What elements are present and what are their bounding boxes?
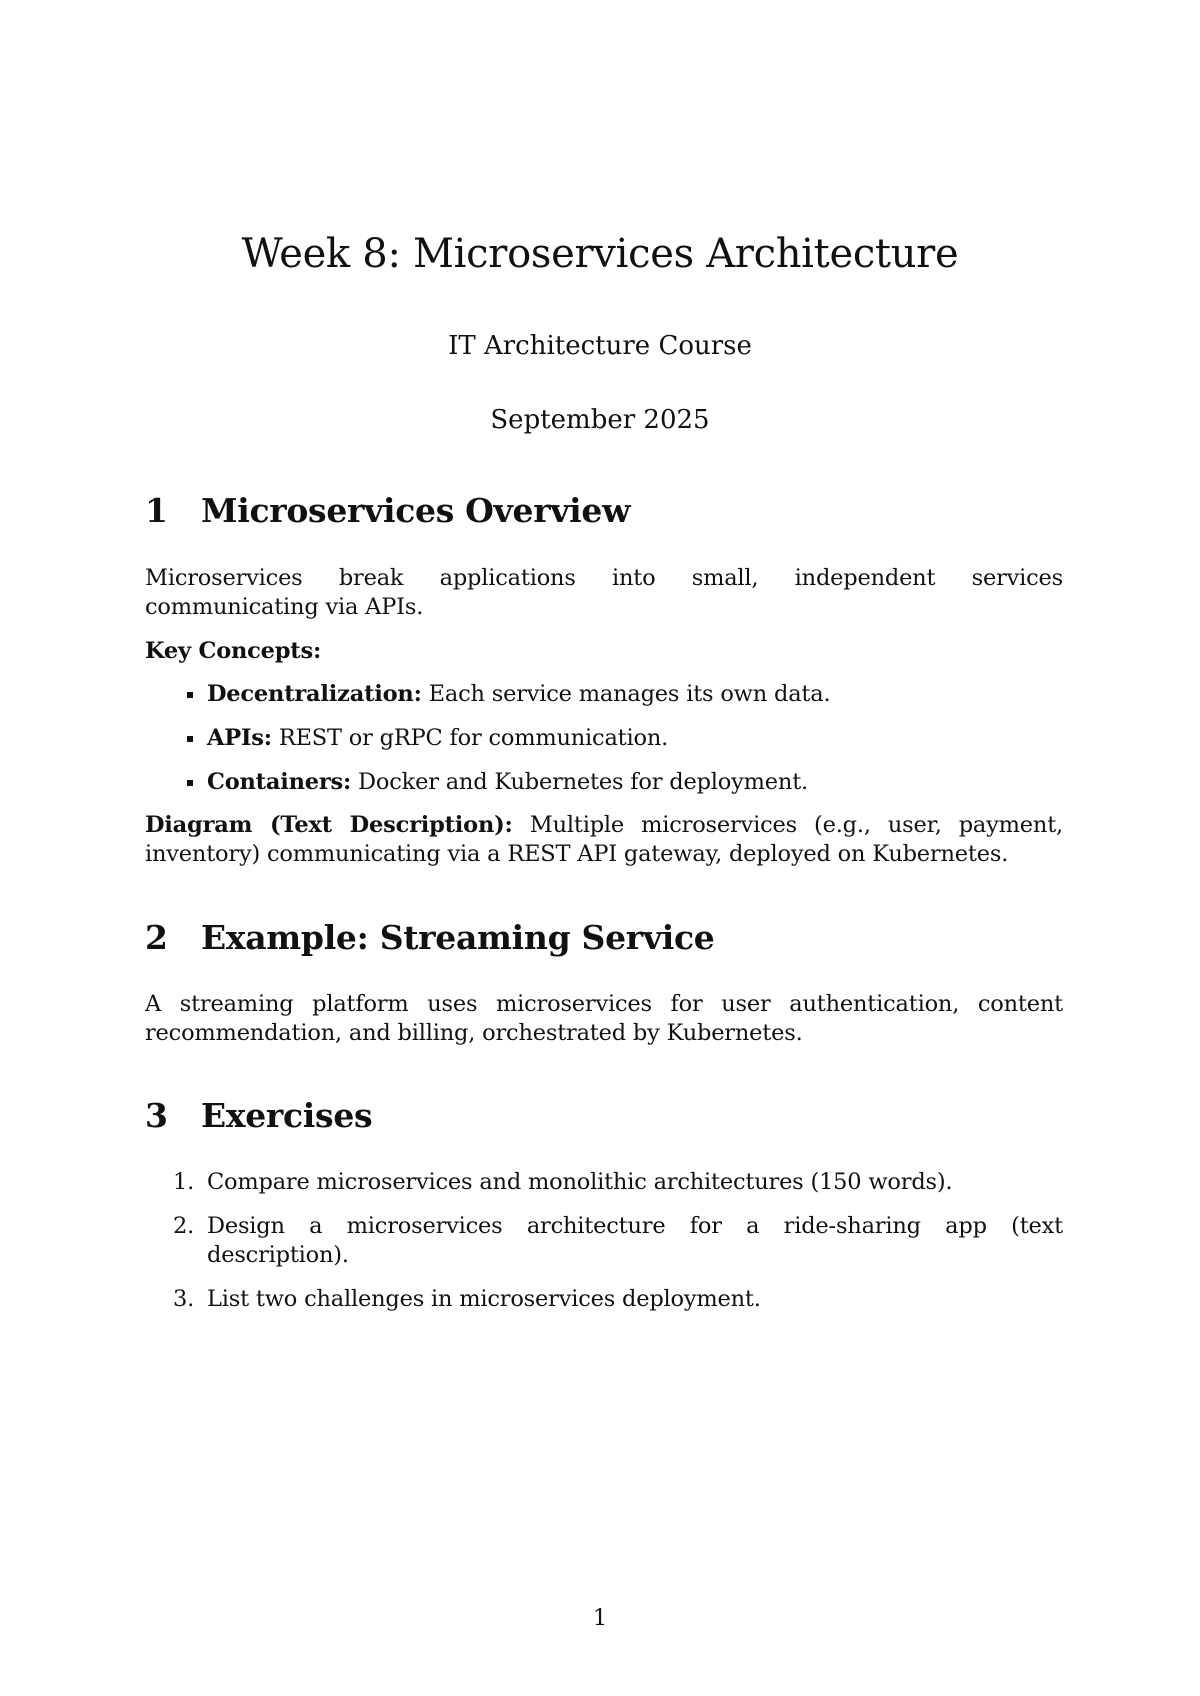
item-number: 1. <box>173 1169 195 1195</box>
document-date: September 2025 <box>490 405 710 435</box>
section-heading <box>145 490 1063 532</box>
diagram-label: Diagram (Text Description): <box>145 812 513 838</box>
concept-text: Each service manages its own data. <box>421 681 831 707</box>
section-number: 1 <box>145 491 168 530</box>
bullet-icon <box>187 780 193 786</box>
page-number: 1 <box>592 1605 608 1631</box>
section-2-body <box>145 990 1063 1048</box>
bullet-icon <box>187 692 193 698</box>
exercises-list-block <box>145 1168 1063 1329</box>
section-heading <box>145 917 1063 959</box>
section-title: Microservices Overview <box>201 491 631 530</box>
concept-term: Decentralization: <box>207 681 422 707</box>
section-2-paragraph: A streaming platform uses microservices for user authentication, content recommendation, and billing, orchestrated by Kubernetes. <box>145 991 1063 1046</box>
diagram-description-block <box>145 811 1063 869</box>
bullet-icon <box>187 736 193 742</box>
list-item <box>145 1212 1063 1270</box>
section-1 <box>145 490 1063 532</box>
section-number: 2 <box>145 918 168 957</box>
key-concepts-list <box>145 680 1063 797</box>
key-concepts-list-block <box>145 680 1063 812</box>
exercise-text: List two challenges in microservices deployment. <box>207 1286 761 1312</box>
concept-text: Docker and Kubernetes for deployment. <box>351 769 809 795</box>
diagram-paragraph <box>145 811 1063 869</box>
exercises-list <box>145 1168 1063 1314</box>
list-item <box>145 1168 1063 1197</box>
diagram-text: Multiple microservices (e.g., user, payment, inventory) communicating via a REST API gateway, deployed on Kubernetes. <box>145 812 1063 867</box>
exercise-text: Design a microservices architecture for a ride-sharing app (text description). <box>207 1213 1063 1268</box>
section-title: Exercises <box>201 1096 373 1135</box>
concept-term: APIs: <box>207 725 272 751</box>
document-title: Week 8: Microservices Architecture <box>241 231 959 277</box>
section-number: 3 <box>145 1096 168 1135</box>
document-author: IT Architecture Course <box>448 331 752 361</box>
concept-text: REST or gRPC for communication. <box>271 725 669 751</box>
list-item <box>145 680 1063 709</box>
item-number: 2. <box>173 1213 195 1239</box>
exercise-text: Compare microservices and monolithic architectures (150 words). <box>207 1169 953 1195</box>
section-2 <box>145 917 1063 959</box>
section-1-intro <box>145 564 1063 622</box>
list-item <box>145 1285 1063 1314</box>
title-block <box>0 228 1200 280</box>
list-item <box>145 724 1063 753</box>
list-item <box>145 768 1063 797</box>
key-concepts-label-block <box>145 637 1063 666</box>
section-1-paragraph: Microservices break applications into small, independent services communicating via APIs. <box>145 565 1063 620</box>
item-number: 3. <box>173 1286 195 1312</box>
key-concepts-label: Key Concepts: <box>145 638 322 664</box>
section-heading <box>145 1095 1063 1137</box>
concept-term: Containers: <box>207 769 352 795</box>
section-title: Example: Streaming Service <box>201 918 715 957</box>
section-3 <box>145 1095 1063 1137</box>
